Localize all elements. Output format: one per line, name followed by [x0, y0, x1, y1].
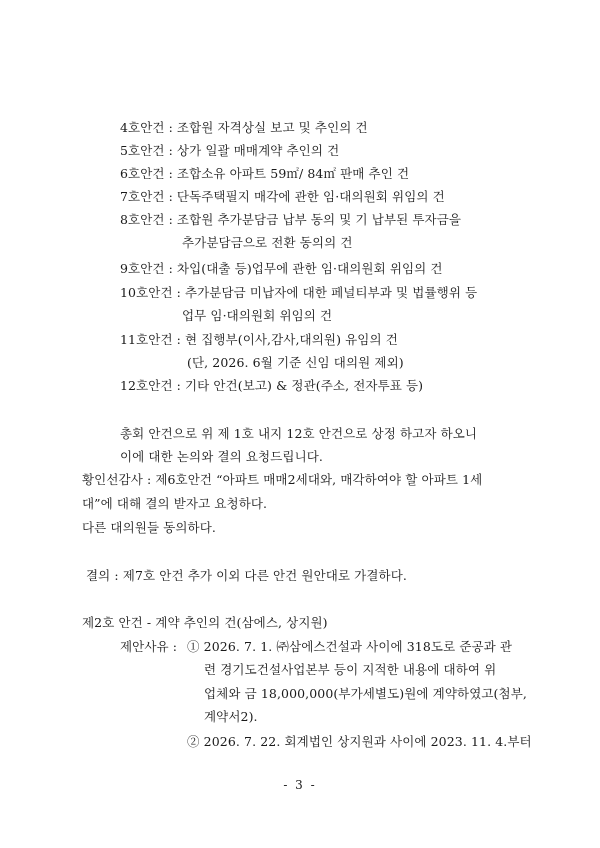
agenda-item-11	[120, 330, 398, 348]
agenda-text: 조합원 추가분담금 납부 동의 및 기 납부된 투자금을	[176, 212, 462, 227]
colon: :	[176, 285, 181, 300]
proposal-item-1-line-4: 계약서2).	[204, 709, 258, 724]
agenda-item-10-continued: 업무 임·대의원회 위임의 건	[182, 308, 333, 323]
agreement-text: 다른 대의원들 동의하다.	[82, 520, 216, 535]
proposal-item-2-line-1: ② 2026. 7. 22. 회계법인 상지원과 사이에 2023. 11. 4.부터	[187, 734, 532, 749]
section-2-title: 제2호 안건 - 계약 추인의 건(삼에스, 상지원)	[82, 615, 328, 630]
agenda-text: 차입(대출 등)업무에 관한 임·대의원회 위임의 건	[176, 261, 443, 276]
agenda-text: 단독주택필지 매각에 관한 임·대의원회 위임의 건	[176, 189, 445, 204]
colon: :	[168, 261, 173, 276]
agenda-label: 9호안건	[120, 261, 165, 276]
colon: :	[168, 212, 173, 227]
agenda-item-5	[120, 141, 339, 159]
agenda-label: 4호안건	[120, 120, 165, 135]
agenda-text: 기타 안건(보고) & 정관(주소, 전자투표 등)	[184, 378, 424, 393]
colon: :	[168, 166, 173, 181]
agenda-text: 현 집행부(이사,감사,대의원) 유임의 건	[184, 332, 398, 347]
agenda-label: 11호안건	[120, 332, 173, 347]
agenda-item-4	[120, 118, 368, 136]
page-number: - 3 -	[283, 778, 317, 792]
agenda-item-8-continued: 추가분담금으로 전환 동의의 건	[182, 235, 353, 250]
agenda-text: 조합원 자격상실 보고 및 추인의 건	[176, 120, 368, 135]
agenda-item-7	[120, 187, 445, 205]
agenda-item-11-continued: (단, 2026. 6월 기준 신임 대의원 제외)	[187, 355, 404, 370]
agenda-label: 12호안건	[120, 378, 173, 393]
proposal-item-1-line-3: 업체와 금 18,000,000(부가세별도)원에 계약하였고(첨부,	[204, 686, 527, 701]
agenda-text: 조합소유 아파트 59㎡/ 84㎡ 판매 추인 건	[176, 166, 410, 181]
paragraph-line-2: 이에 대한 논의와 결의 요청드립니다.	[120, 449, 323, 464]
agenda-item-12	[120, 376, 423, 394]
agenda-text: 상가 일괄 매매계약 추인의 건	[176, 143, 340, 158]
colon: :	[168, 143, 173, 158]
colon: :	[176, 332, 181, 347]
agenda-label: 7호안건	[120, 189, 165, 204]
agenda-item-8	[120, 210, 461, 228]
agenda-label: 8호안건	[120, 212, 165, 227]
agenda-item-9	[120, 259, 443, 277]
auditor-statement-line-1: 황인선감사 : 제6호안건 “아파트 매매2세대와, 매각하여야 할 아파트 1세	[82, 472, 483, 487]
colon: :	[168, 189, 173, 204]
colon: :	[168, 120, 173, 135]
resolution-text: 결의 : 제7호 안건 추가 이외 다른 안건 원안대로 가결하다.	[86, 568, 407, 583]
agenda-label: 10호안건	[120, 285, 173, 300]
paragraph-line-1: 총회 안건으로 위 제 1호 내지 12호 안건으로 상정 하고자 하오니	[120, 426, 478, 441]
agenda-label: 5호안건	[120, 143, 165, 158]
proposal-item-1-line-1: ① 2026. 7. 1. ㈜삼에스건설과 사이에 318도로 준공과 관	[187, 639, 513, 654]
proposal-item-1-line-2: 련 경기도건설사업본부 등이 지적한 내용에 대하여 위	[204, 662, 497, 677]
auditor-statement-line-2: 대”에 대해 결의 받자고 요청하다.	[82, 496, 268, 511]
agenda-item-6	[120, 164, 409, 182]
colon: :	[176, 378, 181, 393]
agenda-item-10	[120, 283, 477, 301]
agenda-label: 6호안건	[120, 166, 165, 181]
agenda-text: 추가분담금 미납자에 대한 페널티부과 및 법률행위 등	[184, 285, 478, 300]
proposal-label: 제안사유 :	[120, 639, 178, 654]
